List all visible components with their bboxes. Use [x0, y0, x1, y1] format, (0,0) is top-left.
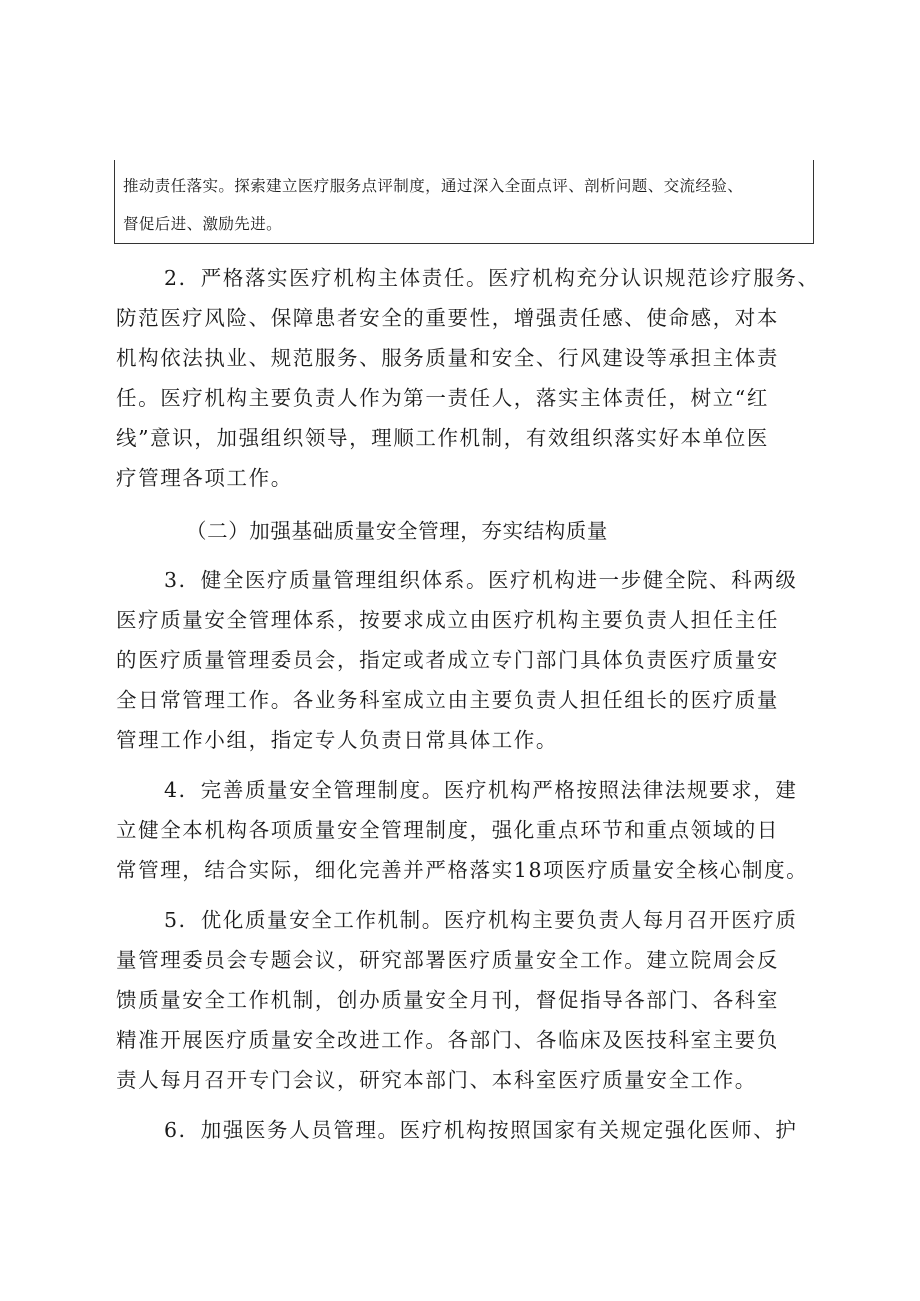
- paragraph-line: 的医疗质量管理委员会，指定或者成立专门部门具体负责医疗质量安: [116, 648, 779, 672]
- paragraph-line: 全日常管理工作。各业务科室成立由主要负责人担任组长的医疗质量: [116, 688, 779, 712]
- paragraph-line: 馈质量安全工作机制，创办质量安全月刊，督促指导各部门、各科室: [116, 988, 779, 1012]
- paragraph-line: 常管理，结合实际，细化完善并严格落实18项医疗质量安全核心制度。: [116, 858, 809, 882]
- paragraph-line: 机构依法执业、规范服务、服务质量和安全、行风建设等承担主体责: [116, 346, 779, 370]
- box-line: 推动责任落实。探索建立医疗服务点评制度，通过深入全面点评、剖析问题、交流经验、: [123, 177, 744, 195]
- paragraph-line: 管理工作小组，指定专人负责日常具体工作。: [116, 728, 558, 752]
- paragraph-line: 线”意识，加强组织领导，理顺工作机制，有效组织落实好本单位医: [116, 426, 769, 450]
- paragraph-line: 精准开展医疗质量安全改进工作。各部门、各临床及医技科室主要负: [116, 1028, 779, 1052]
- paragraph-line: 6．加强医务人员管理。医疗机构按照国家有关规定强化医师、护: [164, 1118, 798, 1142]
- paragraph-line: 责人每月召开专门会议，研究本部门、本科室医疗质量安全工作。: [116, 1068, 757, 1092]
- paragraph-line: 2．严格落实医疗机构主体责任。医疗机构充分认识规范诊疗服务、: [164, 266, 820, 290]
- paragraph-line: 量管理委员会专题会议，研究部署医疗质量安全工作。建立院周会反: [116, 948, 779, 972]
- paragraph-line: 防范医疗风险、保障患者安全的重要性，增强责任感、使命感，对本: [116, 306, 779, 330]
- paragraph-line: 任。医疗机构主要负责人作为第一责任人，落实主体责任，树立“红: [116, 386, 769, 410]
- paragraph-line: 4．完善质量安全管理制度。医疗机构严格按照法律法规要求，建: [164, 778, 798, 802]
- section-heading: （二）加强基础质量安全管理，夯实结构质量: [186, 519, 608, 543]
- paragraph-line: 3．健全医疗质量管理组织体系。医疗机构进一步健全院、科两级: [164, 568, 798, 592]
- paragraph-line: 疗管理各项工作。: [116, 466, 293, 490]
- paragraph-line: 5．优化质量安全工作机制。医疗机构主要负责人每月召开医疗质: [164, 908, 798, 932]
- box-line: 督促后进、激励先进。: [123, 215, 283, 233]
- paragraph-line: 医疗质量安全管理体系，按要求成立由医疗机构主要负责人担任主任: [116, 608, 779, 632]
- boxed-text-block: [114, 160, 814, 244]
- paragraph-line: 立健全本机构各项质量安全管理制度，强化重点环节和重点领域的日: [116, 818, 779, 842]
